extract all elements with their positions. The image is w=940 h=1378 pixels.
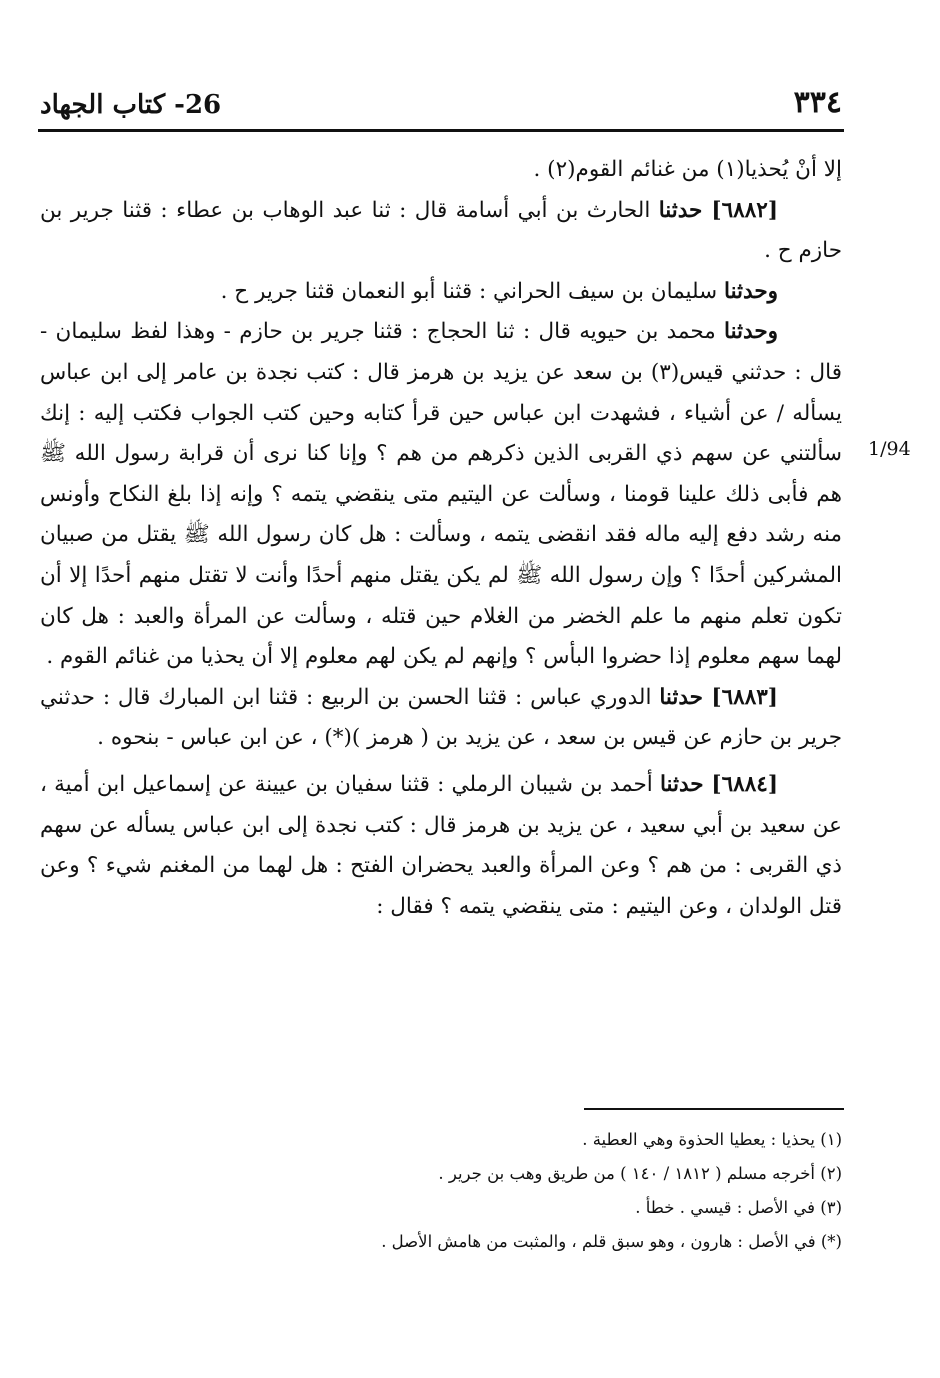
paragraph-text: إلا أنْ يُحذيا(١) من غنائم القوم(٢) . [533, 157, 842, 182]
footnote-3: (٣) في الأصل : قيسي . خطأ . [635, 1198, 842, 1217]
footnote-1: (١) يحذيا : يعطيا الحذوة وهي العطية . [582, 1130, 842, 1149]
footnote-star: (*) في الأصل : هارون ، وهو سبق قلم ، والمثبت من هامش الأصل . [381, 1232, 842, 1251]
chapter-title: 26- كتاب الجهاد [40, 90, 222, 120]
header-divider [38, 129, 844, 132]
paragraph-lead: [٦٨٨٤] حدثنا [659, 771, 778, 797]
paragraph-lead: [٦٨٨٣] حدثنا [659, 684, 778, 710]
paragraph-lead: وحدثنا [724, 319, 778, 345]
paragraph [40, 272, 842, 313]
paragraph [40, 765, 842, 927]
main-text [40, 150, 842, 927]
paragraph [40, 191, 842, 272]
paragraph-text: الحارث بن أبي أسامة قال : ثنا عبد الوهاب بن عطاء : قثنا جرير بن حازم ح . [40, 197, 842, 264]
paragraph-text: محمد بن حيويه قال : ثنا الحجاج : قثنا جرير بن حازم - وهذا لفظ سليمان - قال : حدثني قيس(٣) بن سعد عن يزيد بن هرمز قال : كتب نجدة بن عامر إلى ابن عباس يسأله / عن أشياء ، فشهدت ابن عباس حين قرأ كتابه وحين كتب الجواب فكتب إليه : إنك سألتني عن سهم ذي القربى الذين ذكرهم من هم ؟ وإنا كنا نرى أن قرابة رسول الله ﷺ هم فأبى ذلك علينا قومنا ، وسألت عن اليتيم متى ينقضي يتمه ؟ وإنه إذا بلغ النكاح وأونس منه رشد دفع إليه ماله فقد انقضى يتمه ، وسألت : هل كان رسول الله ﷺ يقتل من صبيان المشركين أحدًا ؟ وإن رسول الله ﷺ لم يكن يقتل منهم أحدًا وأنت لا تقتل منهم أحدًا إلا أن تكون تعلم منهم ما علم الخضر من الغلام حين قتله ، وسألت عن المرأة والعبد : هل كان لهما سهم معلوم إذا حضروا البأس ؟ وإنهم لم يكن لهم معلوم إلا أن يحذيا من غنائم القوم . [40, 319, 842, 670]
paragraph-text: الدوري عباس : قثنا الحسن بن الربيع : قثنا ابن المبارك قال : حدثني جرير بن حازم عن قيس بن سعد ، عن يزيد بن ( هرمز )(*) ، عن ابن عباس - بنحوه . [40, 684, 842, 751]
footnotes [200, 1123, 842, 1259]
paragraph-lead: وحدثنا [724, 278, 778, 304]
paragraph [40, 150, 842, 191]
paragraph-text: سليمان بن سيف الحراني : قثنا أبو النعمان قثنا جرير ح . [220, 278, 725, 304]
page-number: ٣٣٤ [793, 85, 842, 120]
paragraph-text: أحمد بن شيبان الرملي : قثنا سفيان بن عيينة عن إسماعيل ابن أمية ، عن سعيد بن أبي سعيد ، عن يزيد بن هرمز قال : كتب نجدة إلى ابن عباس يسأله عن سهم ذي القربى : من هم ؟ وعن المرأة والعبد يحضران الفتح : هل لهما من المغنم شيء ؟ وعن قتل الولدان ، وعن اليتيم : متى ينقضي يتمه ؟ فقال : [40, 771, 842, 919]
paragraph-lead: [٦٨٨٢] حدثنا [658, 197, 778, 223]
footnote-2: (٢) أخرجه مسلم ( ١٨١٢ / ١٤٠ ) من طريق وهب بن جرير . [438, 1164, 842, 1183]
paragraph [40, 678, 842, 759]
paragraph [40, 312, 842, 677]
footnote-divider [584, 1108, 844, 1110]
running-header [40, 76, 842, 120]
margin-folio-note: 1/94 [868, 438, 911, 460]
